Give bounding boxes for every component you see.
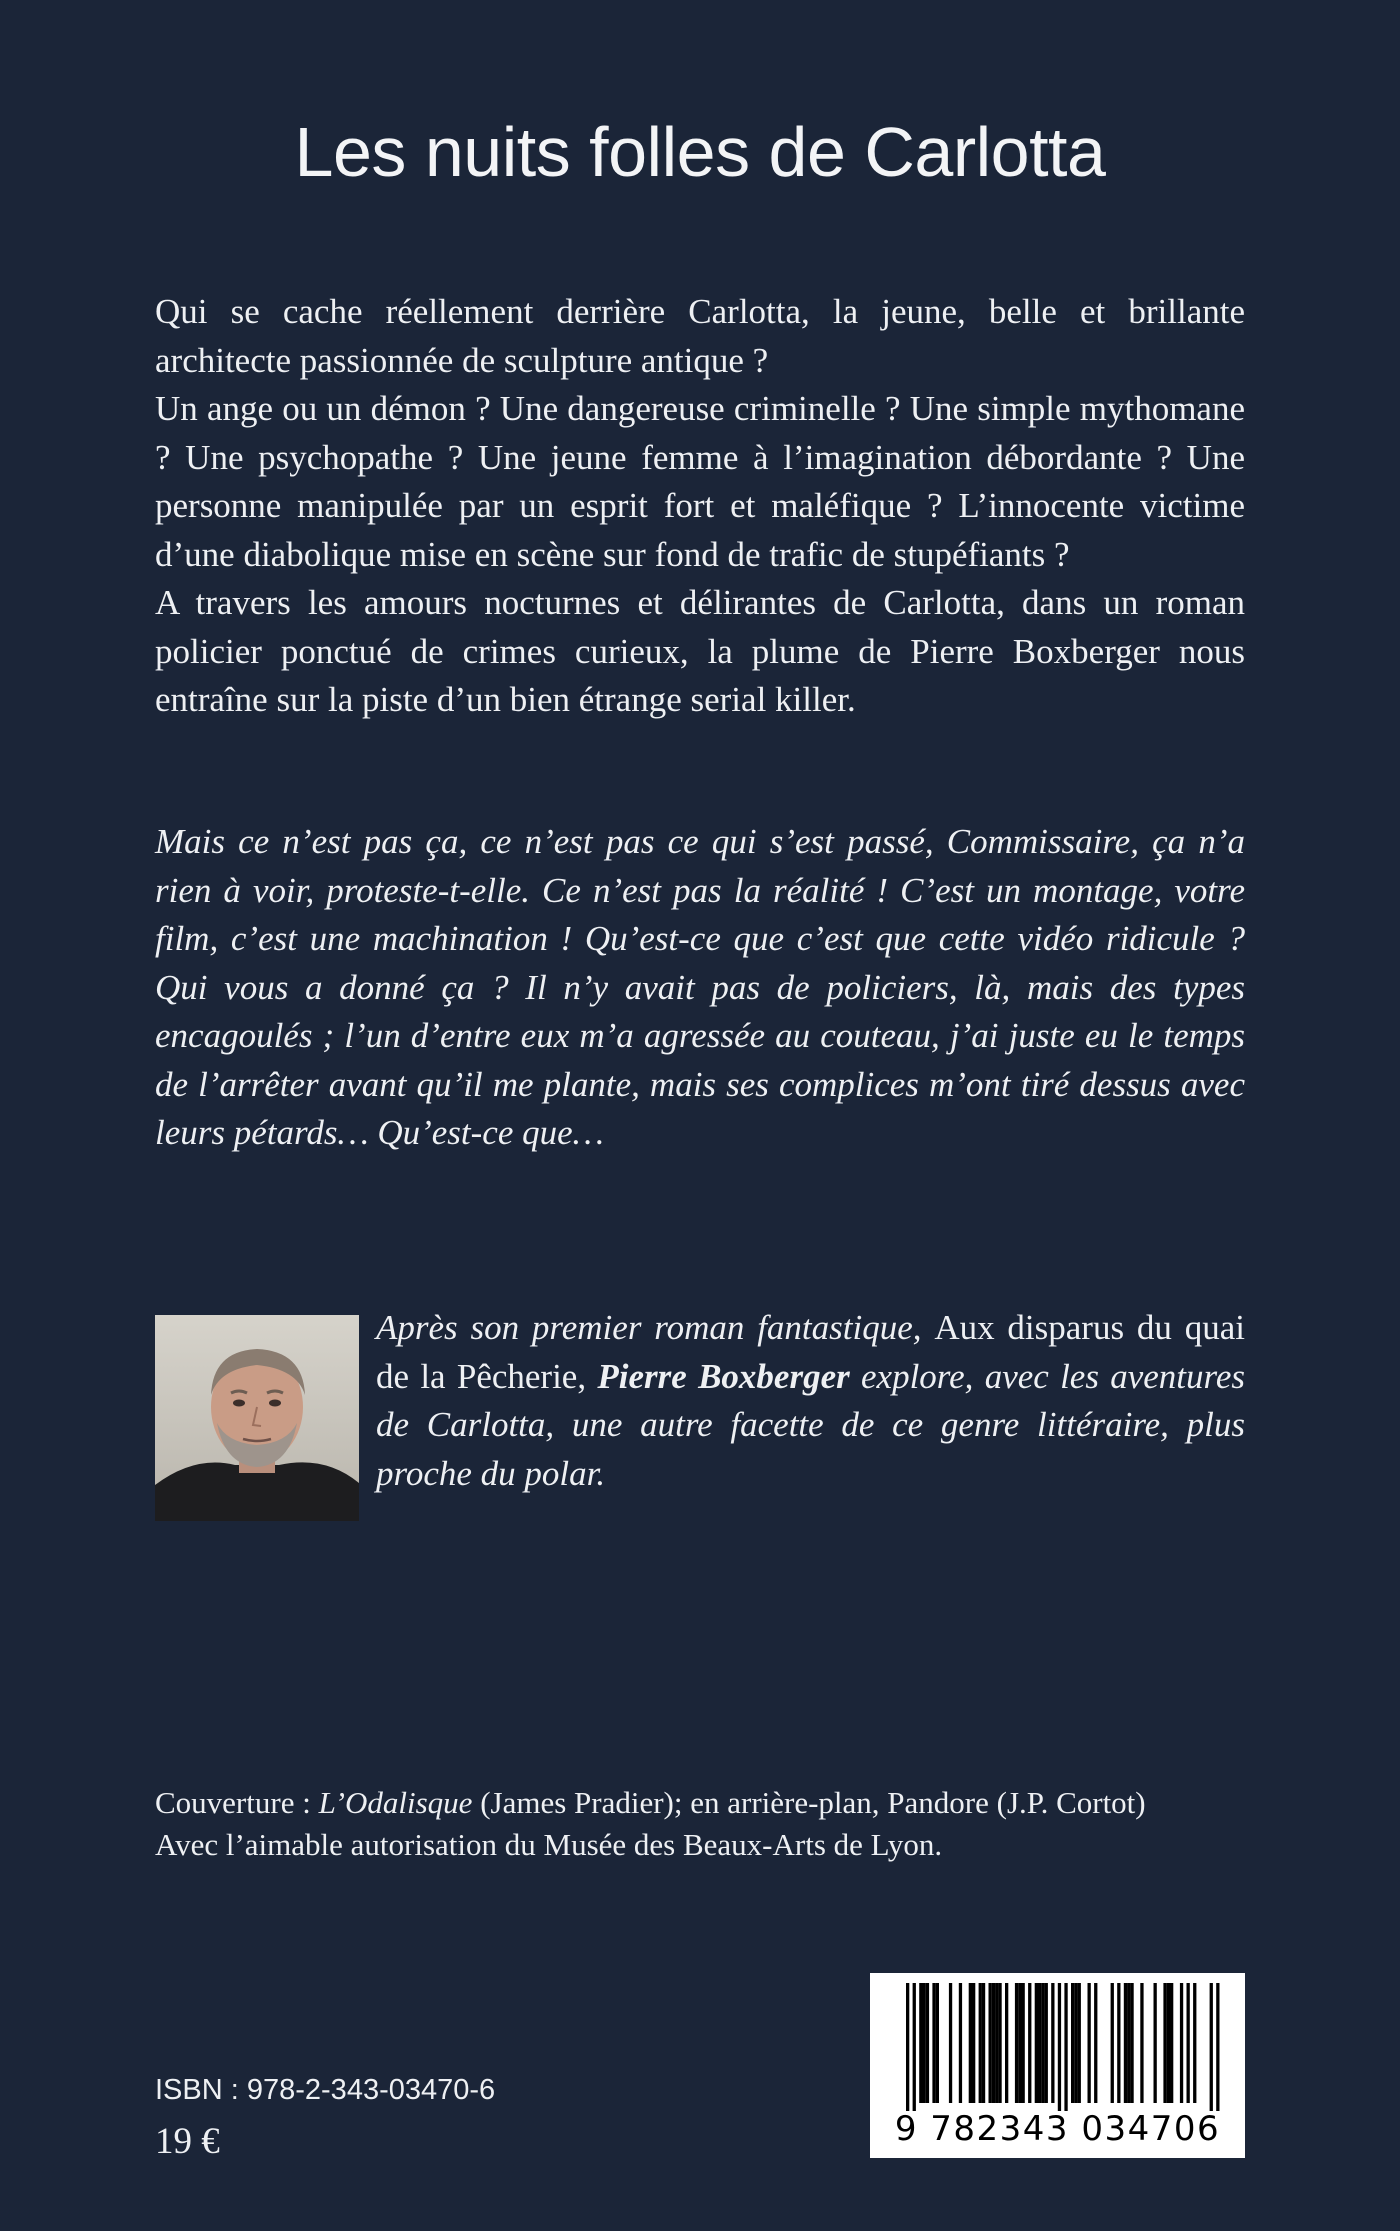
barcode-bar xyxy=(949,1983,952,2103)
cover-credits xyxy=(155,1782,1255,1866)
artwork-title: L’Odalisque xyxy=(318,1785,473,1820)
barcode-bar xyxy=(1088,1983,1091,2103)
barcode-bar xyxy=(1018,1983,1021,2103)
barcode-bar xyxy=(992,1983,995,2103)
author-photo xyxy=(155,1315,359,1521)
blurb-paragraph: Qui se cache réellement derrière Carlotta, la jeune, belle et brillante architecte passionnée de sculpture antique ? xyxy=(155,292,1245,380)
barcode-bar xyxy=(1051,1983,1054,2103)
barcode-bar xyxy=(923,1983,926,2103)
barcode-bar xyxy=(1041,1983,1044,2103)
barcode-bar xyxy=(913,1983,916,2111)
barcode-bar xyxy=(1035,1983,1038,2103)
author-bio xyxy=(376,1304,1245,1498)
barcode-bar xyxy=(995,1983,998,2103)
book-title: Les nuits folles de Carlotta xyxy=(294,113,1106,191)
barcode-bar xyxy=(1028,1983,1031,2103)
barcode-bar xyxy=(1064,1983,1067,2111)
barcode-bar xyxy=(1078,1983,1081,2103)
credit-rest: (James Pradier); en arrière-plan, Pandore (J.P. Cortot) xyxy=(472,1785,1146,1820)
previous-book-title: Aux disparus du quai de la Pêcherie xyxy=(376,1308,1245,1396)
barcode-bars xyxy=(870,1973,1245,2113)
barcode-bar xyxy=(972,1983,975,2103)
blurb-paragraph: Un ange ou un démon ? Une dangereuse criminelle ? Une simple mythomane ? Une psychopathe ? Une jeune femme à l’imagination débordante ? Une personne manipulée par un esprit fort et maléfique ? L’innocente victime d’une diabolique mise en scène sur fond de trafic de stupéfiants ? xyxy=(155,389,1245,574)
barcode-bar xyxy=(926,1983,929,2103)
barcode-bar xyxy=(1167,1983,1170,2103)
barcode-bar xyxy=(1015,1983,1018,2103)
permission-line: Avec l’aimable autorisation du Musée des Beaux-Arts de Lyon. xyxy=(155,1827,943,1862)
barcode-digits: 9 782343 034706 xyxy=(894,2109,1221,2149)
barcode-bar xyxy=(1058,1983,1061,2111)
barcode-bar xyxy=(1216,1983,1219,2111)
barcode-bar xyxy=(959,1983,962,2103)
barcode-bar xyxy=(1038,1983,1041,2103)
barcode-bar xyxy=(1193,1983,1196,2103)
barcode-bar xyxy=(932,1983,935,2103)
barcode-bar xyxy=(906,1983,909,2111)
barcode-bar xyxy=(936,1983,939,2103)
barcode-bar xyxy=(979,1983,982,2103)
price: 19 € xyxy=(155,2121,220,2162)
barcode-bar xyxy=(969,1983,972,2103)
author-bio-separator: , xyxy=(577,1356,598,1396)
barcode-bar xyxy=(982,1983,985,2103)
barcode-bar xyxy=(1140,1983,1143,2103)
barcode-bar xyxy=(1074,1983,1077,2103)
barcode-bar xyxy=(998,1983,1001,2103)
barcode-bar xyxy=(989,1983,992,2103)
credit-prefix: Couverture : xyxy=(155,1785,319,1820)
barcode-bar xyxy=(1117,1983,1120,2103)
barcode-bar xyxy=(1124,1983,1127,2103)
barcode-bar xyxy=(1022,1983,1025,2103)
barcode-bar xyxy=(1127,1983,1130,2103)
barcode-bar xyxy=(1163,1983,1166,2103)
barcode xyxy=(870,1973,1245,2158)
book-excerpt: Mais ce n’est pas ça, ce n’est pas ce qui s’est passé, Commissaire, ça n’a rien à voir, proteste-t-elle. Ce n’est pas la réalité ! C’est un montage, votre film, c’est une machination ! Qu’est-ce que c’est que cette vidéo ridicule ? Qui vous a donné ça ? Il n’y avait pas de policiers, là, mais des types encagoulés ; l’un d’entre eux m’a agressée au couteau, j’ai juste eu le temps de l’arrêter avant qu’il me plante, mais ses complices m’ont tiré dessus avec leurs pétards… Qu’est-ce que… xyxy=(155,822,1245,1152)
barcode-bar xyxy=(1045,1983,1048,2103)
cover-credit-line xyxy=(155,1782,1255,1824)
author-bio-intro: Après son premier roman fantastique, xyxy=(376,1308,935,1347)
barcode-bar xyxy=(1111,1983,1114,2103)
barcode-bar xyxy=(1094,1983,1097,2103)
barcode-bar xyxy=(919,1983,922,2103)
barcode-bar xyxy=(1187,1983,1190,2103)
barcode-bar xyxy=(1154,1983,1157,2103)
author-bio-rest: explore, avec les aventures de Carlotta, une autre facette de ce genre littéraire, plus proche du polar. xyxy=(376,1356,1246,1493)
back-cover-blurb xyxy=(155,288,1245,725)
isbn: ISBN : 978-2-343-03470-6 xyxy=(155,2074,496,2106)
blurb-paragraph: A travers les amours nocturnes et délirantes de Carlotta, dans un roman policier ponctué de crimes curieux, la plume de Pierre Boxberger nous entraîne sur la piste d’un bien étrange serial killer. xyxy=(155,583,1245,719)
barcode-bar xyxy=(1210,1983,1213,2111)
barcode-bar xyxy=(1071,1983,1074,2103)
barcode-bar xyxy=(1005,1983,1008,2103)
barcode-bar xyxy=(1130,1983,1133,2103)
barcode-bar xyxy=(1170,1983,1173,2103)
barcode-bar xyxy=(1180,1983,1183,2103)
author-name: Pierre Boxberger xyxy=(597,1356,850,1396)
